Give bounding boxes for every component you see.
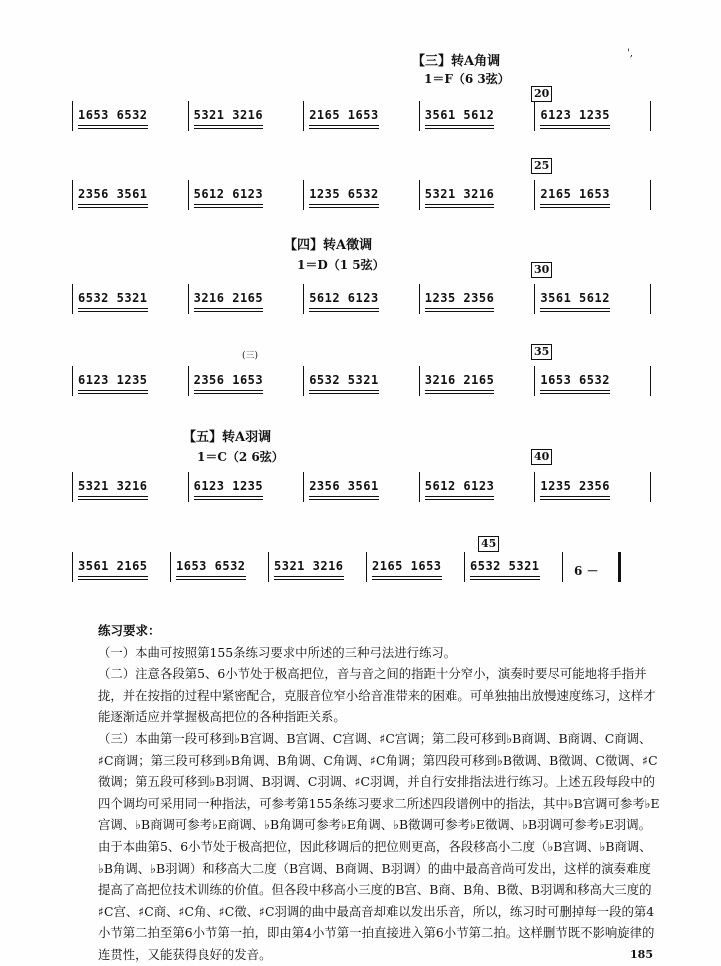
beam [309,204,379,205]
beam [540,499,610,500]
beam [470,579,540,580]
corner-mark: ', [627,48,633,59]
beam [176,576,246,577]
practice-title: 练习要求： [98,623,161,638]
final-barline [618,552,621,582]
beam [540,125,610,126]
beam [309,393,379,394]
barline [534,472,535,502]
measure-notes: 6123 1235 [540,108,610,122]
beam [194,390,264,391]
barline [303,472,304,502]
measure-number: 45 [478,536,499,552]
beam [309,390,379,391]
beam [309,499,379,500]
beam [194,308,264,309]
measure-notes: 6123 1235 [194,479,264,493]
practice-item-3: （三）本曲第一段可移到♭B宫调、B宫调、C宫调、♯C宫调；第二段可移到♭B商调、B商调、C商调、♯C商调；第三段可移到♭B角调、B角调、C角调、♯C角调；第四段可移到♭B徵调、B徵调、C徵调、♯C徵调；第五段可移到♭B羽调、B羽调、C羽调、♯C羽调，并自行安排指法进行练习。上述五段每段中的四个调均可采用同一种指法，可参考第155条练习要求二所述四段谱例中的指法，其中♭B宫调可参考♭E宫调、♭B商调可参考♭E商调、♭B角调可参考♭E角调、♭B徵调可参考♭E徵调、♭B羽调可参考♭E羽调。由于本曲第5、6小节处于极高把位，因此移调后的把位则更高，各段移高小二度（♭B宫调、♭B商调、♭B角调、♭B羽调）和移高大二度（B宫调、B商调、B羽调）的曲中最高音尚可发出，这样的演奏难度提高了高把位技术训练的价值。但各段中移高小三度的B宫、B商、B角、B徵、B羽调和移高大三度的♯C宫、♯C商、♯C角、♯C徵、♯C羽调的曲中最高音却难以发出乐音，所以，练习时可删掉每一段的第4小节第二拍至第6小节第一拍，即由第4小节第一拍直接进入第6小节第二拍。这样删节既不影响旋律的连贯性，又能获得良好的发音。 [98,730,660,962]
barline [650,284,651,314]
staff-row-2 [72,180,650,210]
beam [194,125,264,126]
beam [194,128,264,129]
measure-notes: 2356 3561 [78,187,148,201]
beam [274,579,344,580]
beam [78,579,148,580]
measure-notes: 5612 6123 [309,291,379,305]
measure-notes: 3216 2165 [194,291,264,305]
beam [372,579,442,580]
beam [309,207,379,208]
measure-notes: 5321 3216 [274,559,344,573]
beam [540,496,610,497]
measure-notes: 2356 1653 [194,373,264,387]
barline [72,366,73,396]
beam [425,207,495,208]
beam [540,390,610,391]
barline [650,472,651,502]
barline [650,101,651,131]
barline [650,366,651,396]
beam [194,393,264,394]
beam [425,128,495,129]
beam [470,576,540,577]
beam [425,393,495,394]
measure-notes: 1235 2356 [540,479,610,493]
beam [540,207,610,208]
barline [534,284,535,314]
measure-notes: 1653 6532 [78,108,148,122]
beam [540,393,610,394]
measure-notes: 5321 3216 [78,479,148,493]
barline [419,101,420,131]
measure-number: 40 [531,449,552,465]
beam [78,496,148,497]
section-heading-5: 【五】转A羽调 [183,430,272,445]
measure-notes: 2165 1653 [540,187,610,201]
beam [540,128,610,129]
measure-notes: 6123 1235 [78,373,148,387]
beam [78,128,148,129]
barline [72,101,73,131]
beam [425,125,495,126]
beam [194,311,264,312]
beam [425,311,495,312]
barline [419,180,420,210]
barline [268,552,269,582]
measure-notes: 5321 3216 [425,187,495,201]
beam [194,207,264,208]
barline [188,472,189,502]
measure-notes: 3561 5612 [425,108,495,122]
barline [562,552,563,582]
barline [188,101,189,131]
measure-number: 30 [531,262,552,278]
beam [78,207,148,208]
beam [425,390,495,391]
staff-row-3 [72,284,650,314]
measure-notes: 5612 6123 [425,479,495,493]
measure-number: 35 [531,344,552,360]
practice-requirements [98,620,663,966]
staff-row-4 [72,366,650,396]
barline [464,552,465,582]
beam [194,499,264,500]
barline [303,366,304,396]
key-signature-4: 1＝D（1 5弦） [297,258,385,272]
measure-notes: 3561 5612 [540,291,610,305]
beam [372,576,442,577]
measure-notes: 2356 3561 [309,479,379,493]
beam [78,499,148,500]
measure-notes: 5321 3216 [194,108,264,122]
beam [425,496,495,497]
beam [540,204,610,205]
barline [303,180,304,210]
beam [78,390,148,391]
practice-item-2: （二）注意各段第5、6小节处于极高把位，音与音之间的指距十分窄小，演奏时要尽可能地将手指并拢，并在按指的过程中紧密配合，克服音位窄小给音准带来的困难。可单独抽出放慢速度练习，这样才能逐渐适应并掌握极高把位的各种指距关系。 [98,666,656,725]
measure-notes: 5612 6123 [194,187,264,201]
key-signature-3: 1＝F（6 3弦） [424,72,510,86]
measure-notes: 1653 6532 [540,373,610,387]
measure-notes: 3216 2165 [425,373,495,387]
measure-notes: 2165 1653 [309,108,379,122]
beam [78,576,148,577]
measure-number: 25 [531,158,552,174]
beam [78,393,148,394]
beam [540,308,610,309]
beam [425,308,495,309]
fingering-annotation: (三) [242,351,259,361]
beam [309,311,379,312]
barline [366,552,367,582]
beam [78,125,148,126]
measure-notes: 6532 5321 [309,373,379,387]
barline [303,101,304,131]
barline [170,552,171,582]
barline [72,472,73,502]
beam [176,579,246,580]
measure-notes: 6532 5321 [470,559,540,573]
staff-row-6 [72,552,650,582]
staff-row-5 [72,472,650,502]
measure-notes: 1235 2356 [425,291,495,305]
barline [650,180,651,210]
barline [534,101,535,131]
beam [78,204,148,205]
beam [309,308,379,309]
beam [194,204,264,205]
measure-notes: 1235 6532 [309,187,379,201]
measure-number: 20 [531,86,552,102]
measure-notes: 6532 5321 [78,291,148,305]
page-number: 185 [630,948,653,961]
beam [425,499,495,500]
section-heading-4: 【四】转A徵调 [284,238,373,253]
practice-item-1: （一）本曲可按照第155条练习要求中所述的三种弓法进行练习。 [98,644,457,660]
barline [534,366,535,396]
barline [188,180,189,210]
beam [309,125,379,126]
beam [309,496,379,497]
beam [78,311,148,312]
barline [72,284,73,314]
barline [534,180,535,210]
staff-row-1 [72,101,650,131]
barline [303,284,304,314]
beam [274,576,344,577]
barline [188,366,189,396]
barline [419,366,420,396]
measure-notes: 2165 1653 [372,559,442,573]
section-heading-3: 【三】转A角调 [412,54,501,69]
final-note: 6 － [574,564,599,578]
beam [194,496,264,497]
beam [540,311,610,312]
barline [419,284,420,314]
barline [419,472,420,502]
key-signature-5: 1＝C（2 6弦） [197,450,284,464]
barline [72,180,73,210]
barline [188,284,189,314]
barline [72,552,73,582]
measure-notes: 3561 2165 [78,559,148,573]
measure-notes: 1653 6532 [176,559,246,573]
beam [425,204,495,205]
beam [78,308,148,309]
beam [309,128,379,129]
